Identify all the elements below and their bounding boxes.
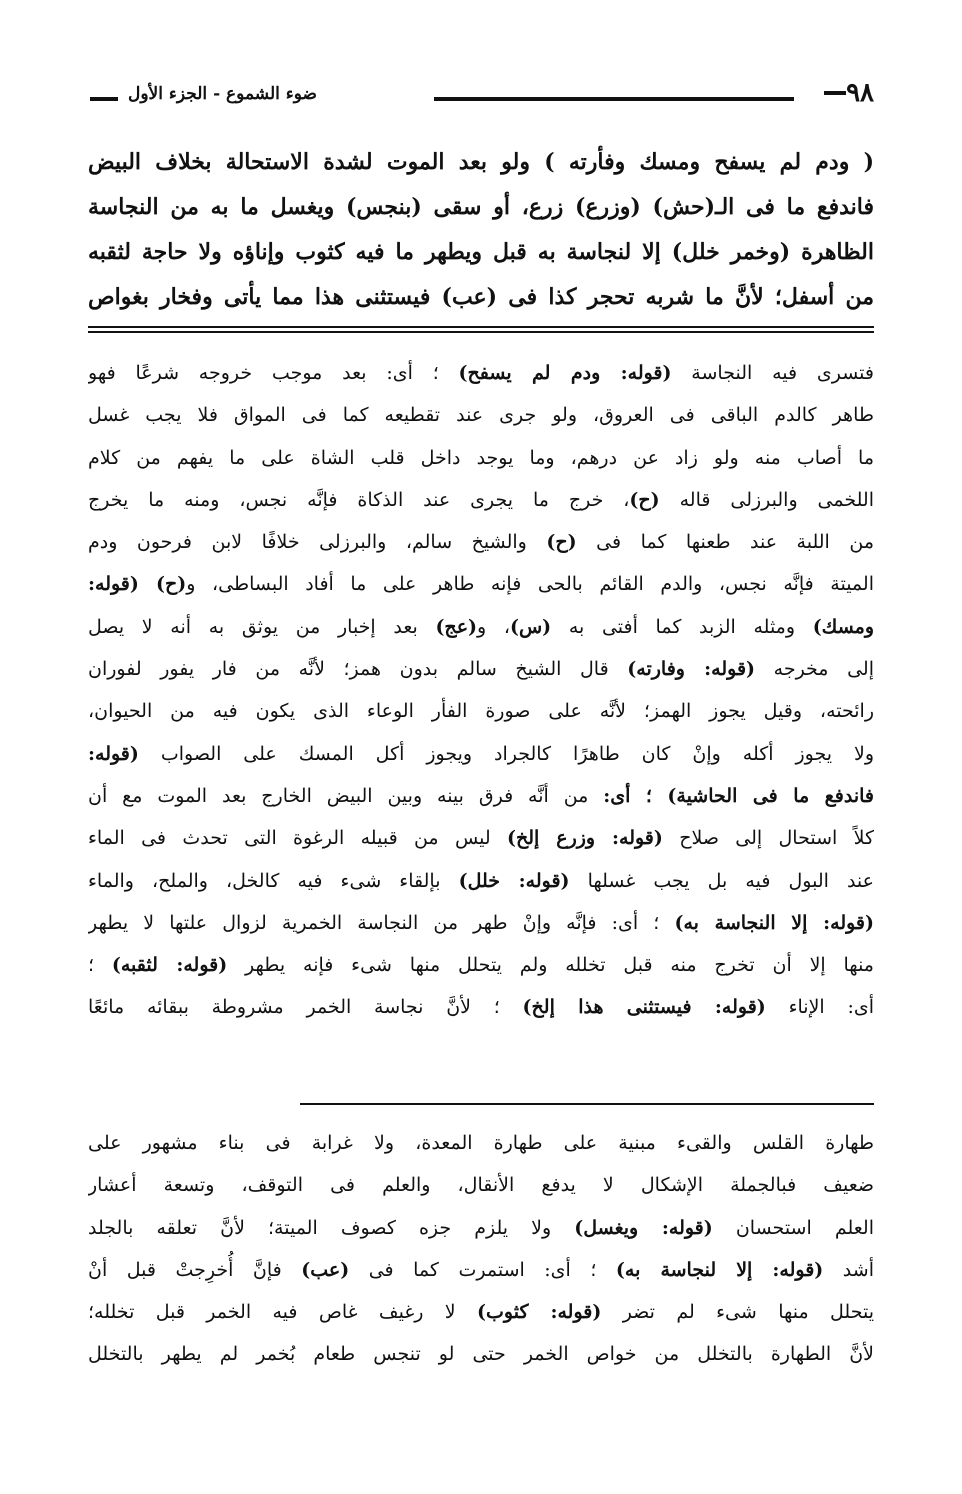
text-segment: رائحته، وقيل يجوز الهمز؛ لأنَّه على صورة الفأر الوعاء الذى يكون فيه من الحيوان، — [88, 700, 874, 723]
matn-line: الظاهرة (وخمر خلل) إلا لنجاسة به قبل ويطهر ما فيه كثوب وإناؤه ولا حاجة لثقبه — [88, 239, 874, 265]
bold-term: ومسك) — [812, 615, 874, 638]
text-segment: طهارة القلس والقىء مبنية على طهارة المعدة، ولا غرابة فى بناء مشهور على — [88, 1132, 874, 1154]
bold-term: (قوله: كثوب) — [477, 1301, 602, 1324]
text-segment: ليس من قبيله الرغوة التى تحدث فى الماء — [88, 827, 508, 850]
hashiya-text — [88, 1122, 874, 1376]
text-segment: ؛ أى: بعد موجب خروجه شرعًا فهو — [88, 362, 459, 384]
bold-term: (قوله: فيستثنى هذا إلخ) — [522, 996, 766, 1019]
footnote-divider — [300, 1103, 874, 1105]
header-tail-rule — [90, 97, 118, 101]
hashiya-line — [88, 1122, 874, 1164]
hashiya-line — [88, 1291, 874, 1333]
text-segment: ؛ أى: فإنَّه وإنْ طهر من النجاسة الخمرية لزوال علتها لا يطهر — [88, 911, 675, 934]
text-segment: عند البول فيه بل يجب غسلها — [569, 869, 874, 892]
sharh-line — [88, 944, 874, 986]
text-segment: ومثله الزبد كما أفتى به — [551, 615, 813, 638]
bold-term: (عب) — [301, 1258, 350, 1281]
text-segment: والشيخ سالم، والبرزلى خلافًا لابن فرحون ودم — [88, 531, 547, 554]
matn-divider — [88, 326, 874, 333]
header-rule — [434, 97, 794, 101]
text-segment: قال الشيخ سالم بدون همز؛ لأنَّه من فار يفور لفوران — [88, 658, 628, 681]
text-segment: ، خرج ما يجرى عند الذكاة فإنَّه نجس، ومنه ما يخرج — [88, 488, 630, 511]
text-segment: بإلقاء شىء فيه كالخل، والملح، والماء — [88, 869, 459, 892]
text-segment: فإنَّ أُخرِجتْ قبل أنْ — [88, 1258, 302, 1281]
bold-term: (قوله: إلا النجاسة به) — [674, 911, 874, 934]
text-segment: لا رغيف غاص فيه الخمر قبل تخلله؛ — [88, 1301, 478, 1324]
text-segment: من أنَّه فرق بينه وبين البيض الخارج بعد الموت مع أن — [88, 784, 604, 807]
hashiya-line — [88, 1207, 874, 1249]
text-segment: ، و — [477, 615, 510, 638]
bold-term: (قوله: خلل) — [458, 869, 570, 892]
sharh-line — [88, 902, 874, 944]
matn-line: فاندفع ما فى الـ(حش) (وزرع) زرع، أو سقى (بنجس) ويغسل ما به من النجاسة — [88, 194, 874, 220]
bold-term: (قوله: وزرع إلخ) — [507, 827, 663, 850]
sharh-line — [88, 648, 874, 690]
page-number-dash — [824, 91, 846, 95]
sharh-line — [88, 986, 874, 1028]
text-segment: الميتة فإنَّه نجس، والدم القائم بالحى فإنه طاهر على ما أفاد البساطى، و — [186, 573, 874, 596]
text-segment: يتحلل منها شىء لم تضر — [601, 1301, 874, 1324]
sharh-line — [88, 606, 874, 648]
page-number-block — [814, 78, 874, 108]
matn-line: ( ودم لم يسفح ومسك وفأرته ) ولو بعد الموت لشدة الاستحالة بخلاف البيض — [88, 149, 874, 175]
sharh-text — [88, 352, 874, 1029]
bold-term: (قوله: ودم لم يسفح) — [458, 362, 672, 384]
matn-line: من أسفل؛ لأنَّ ما شربه تحجر كذا فى (عب) فيستثنى هذا مما يأتى وفخار بغواص — [88, 284, 874, 310]
bold-term: (ح) (قوله: — [88, 573, 187, 596]
page-number: ٩٨ — [846, 78, 874, 108]
text-segment: ؛ أى: استمرت كما فى — [349, 1258, 616, 1281]
matn-text — [88, 140, 874, 320]
bold-term: (س) — [510, 615, 552, 638]
bold-term: (ح) — [546, 531, 577, 554]
sharh-line — [88, 860, 874, 902]
bold-term: (قوله: ويغسل) — [574, 1216, 713, 1239]
text-segment: أشد — [823, 1258, 874, 1281]
hashiya-line — [88, 1333, 874, 1375]
text-segment: منها إلا أن تخرج منه قبل تخلله ولم يتحلل منها شىء فإنه يطهر — [227, 954, 874, 977]
sharh-line — [88, 521, 874, 563]
text-segment: إلى مخرجه — [755, 658, 874, 681]
text-segment: العلم استحسان — [712, 1216, 874, 1239]
text-segment: كلاً استحال إلى صلاح — [662, 827, 874, 850]
page-header — [90, 78, 874, 118]
text-segment: ؛ لأنَّ نجاسة الخمر مشروطة ببقائه مائعًا — [88, 996, 523, 1019]
hashiya-line — [88, 1164, 874, 1206]
bold-term: (ح) — [629, 488, 660, 511]
text-segment: من اللبة عند طعنها كما فى — [576, 531, 874, 554]
text-segment: ولا يجوز أكله وإنْ كان طاهرًا كالجراد ويجوز أكل المسك على الصواب — [138, 742, 874, 765]
sharh-line — [88, 690, 874, 732]
text-segment: ما أصاب منه ولو زاد عن درهم، وما يوجد داخل قلب الشاة على ما يفهم من كلام — [88, 446, 874, 469]
text-segment: فتسرى فيه النجاسة — [671, 362, 874, 384]
running-title: ضوء الشموع - الجزء الأول — [128, 84, 317, 104]
text-segment: أى: الإناء — [765, 996, 874, 1019]
sharh-line — [88, 394, 874, 436]
sharh-line — [88, 352, 874, 394]
text-segment: ضعيف فبالجملة الإشكال لا يدفع الأنقال، والعلم فى التوقف، وتسعة أعشار — [88, 1174, 874, 1197]
sharh-line — [88, 775, 874, 817]
sharh-line — [88, 437, 874, 479]
bold-term: (قوله: — [88, 742, 139, 765]
bold-term: (قوله: إلا لنجاسة به) — [615, 1258, 824, 1281]
bold-term: فاندفع ما فى الحاشية) ؛ أى: — [603, 784, 874, 807]
hashiya-line — [88, 1249, 874, 1291]
text-segment: لأنَّ الطهارة بالتخلل من خواص الخمر حتى لو تنجس طعام بُخمر لم يطهر بالتخلل — [88, 1343, 874, 1366]
sharh-line — [88, 817, 874, 859]
text-segment: ولا يلزم جزه كصوف الميتة؛ لأنَّ تعلقه بالجلد — [88, 1216, 575, 1239]
bold-term: (عج) — [435, 615, 478, 638]
text-segment: بعد إخبار من يوثق به أنه لا يصل — [88, 615, 436, 638]
text-segment: ؛ — [88, 954, 112, 977]
text-segment: اللخمى والبرزلى قاله — [659, 488, 874, 511]
text-segment: طاهر كالدم الباقى فى العروق، ولو جرى عند تقطيعه كما فى المواق فلا يجب غسل — [88, 404, 874, 427]
sharh-line — [88, 479, 874, 521]
sharh-line — [88, 563, 874, 605]
bold-term: (قوله: لثقبه) — [111, 954, 228, 977]
bold-term: (قوله: وفارته) — [627, 658, 756, 681]
sharh-line — [88, 733, 874, 775]
